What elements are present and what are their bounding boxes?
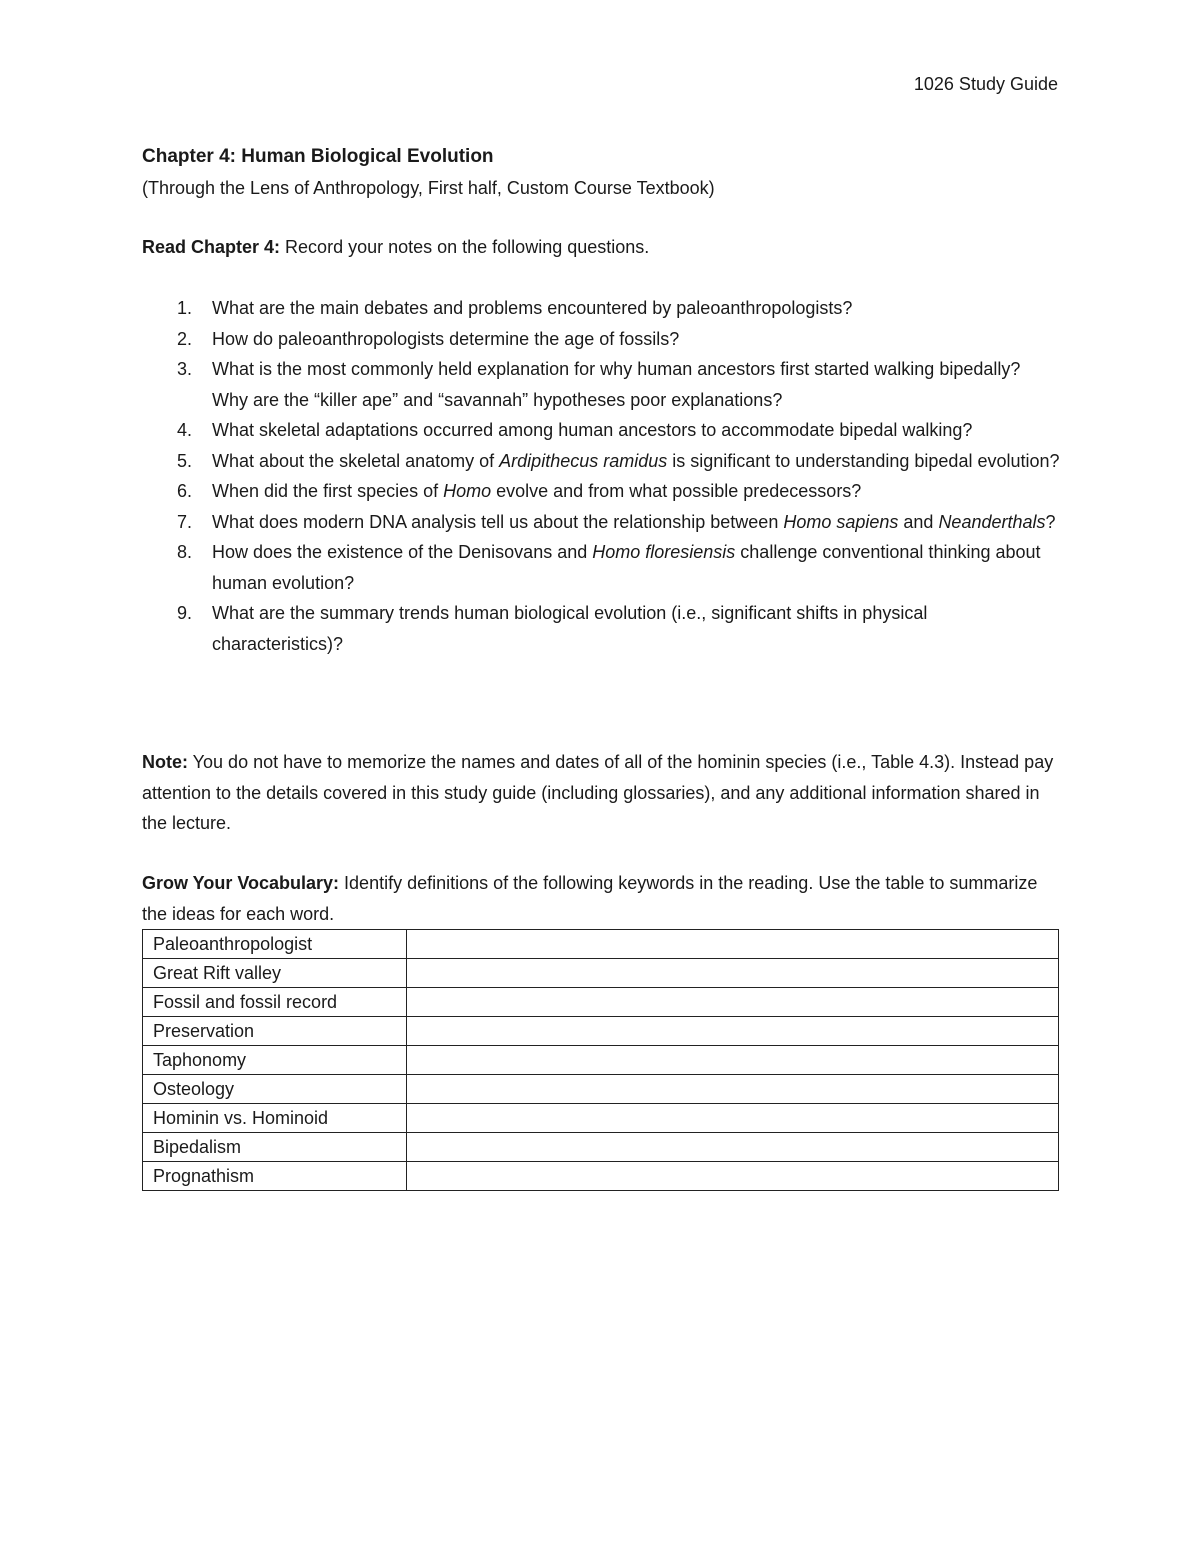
question-number: 6.: [177, 481, 193, 501]
chapter-subtitle: (Through the Lens of Anthropology, First half, Custom Course Textbook): [142, 177, 715, 198]
vocab-row: [143, 1104, 1059, 1133]
question-text: ?: [1045, 511, 1056, 532]
page-header: 1026 Study Guide: [913, 74, 1058, 94]
vocab-row: [143, 930, 1059, 959]
question-text: How does the existence of the Denisovans and: [212, 542, 593, 562]
question-number: 3.: [177, 359, 193, 379]
vocab-row: [143, 1017, 1059, 1046]
vocab-label: Grow Your Vocabulary:: [142, 873, 340, 893]
question-italic-text: Homo sapiens: [783, 511, 899, 532]
question-text: What are the main debates and problems encountered by paleoanthropologists?: [212, 298, 853, 318]
question-text: is significant to understanding bipedal evolution?: [667, 450, 1060, 471]
question-text: evolve and from what possible predecessors?: [491, 481, 862, 501]
note-text: You do not have to memorize the names and dates of all of the hominin species (i.e., Table 4.3). Instead pay attention to the details covered in this study guide (including glossaries), and any additional information shared in the lecture.: [142, 752, 1054, 833]
question-number: 4.: [177, 420, 193, 440]
question-item: [177, 293, 1060, 324]
vocab-term: Prognathism: [143, 1162, 407, 1191]
question-text: What does modern DNA analysis tell us about the relationship between: [212, 511, 784, 532]
vocab-row: [143, 1046, 1059, 1075]
read-label: Read Chapter 4:: [142, 237, 281, 257]
read-text: Record your notes on the following questions.: [280, 237, 650, 257]
vocab-table: [142, 929, 1059, 1191]
question-italic-text: Ardipithecus ramidus: [499, 450, 668, 471]
vocab-definition-cell[interactable]: [407, 988, 1059, 1017]
vocab-row: [143, 1162, 1059, 1191]
vocab-term: Hominin vs. Hominoid: [143, 1104, 407, 1133]
question-number: 2.: [177, 328, 193, 349]
chapter-title: Chapter 4: Human Biological Evolution: [142, 146, 494, 167]
question-text: challenge conventional thinking about human evolution?: [212, 542, 1041, 593]
question-item: [177, 537, 1060, 598]
vocab-term: Great Rift valley: [143, 959, 407, 988]
read-instruction: [142, 232, 1060, 263]
question-number: 8.: [177, 542, 193, 562]
question-italic-text: Homo: [443, 481, 492, 501]
vocab-instruction: [142, 868, 1060, 929]
question-number: 1.: [177, 298, 193, 318]
chapter-heading: [142, 142, 1060, 203]
question-text: When did the first species of: [212, 481, 444, 501]
note-paragraph: [142, 747, 1060, 839]
question-item: [177, 354, 1060, 415]
question-text: What skeletal adaptations occurred among human ancestors to accommodate bipedal walking?: [212, 420, 973, 440]
vocab-definition-cell[interactable]: [407, 959, 1059, 988]
question-italic-text: Homo floresiensis: [592, 542, 736, 562]
question-text: What are the summary trends human biological evolution (i.e., significant shifts in physical characteristics)?: [212, 603, 928, 654]
question-list: [142, 293, 1060, 659]
question-text: What is the most commonly held explanation for why human ancestors first started walking bipedally? Why are the “killer ape” and “savannah” hypotheses poor explanations?: [212, 359, 1021, 410]
question-text: and: [898, 511, 939, 532]
question-item: [177, 324, 1060, 355]
question-text: How do paleoanthropologists determine the age of fossils?: [212, 328, 680, 349]
question-text: What about the skeletal anatomy of: [212, 450, 500, 471]
question-item: [177, 507, 1060, 538]
question-item: [177, 476, 1060, 507]
question-italic-text: Neanderthals: [938, 511, 1046, 532]
vocab-definition-cell[interactable]: [407, 1017, 1059, 1046]
vocab-text: Identify definitions of the following keywords in the reading. Use the table to summarize the ideas for each word.: [142, 873, 1038, 924]
vocab-term: Taphonomy: [143, 1046, 407, 1075]
vocab-row: [143, 988, 1059, 1017]
vocab-row: [143, 1075, 1059, 1104]
vocab-definition-cell[interactable]: [407, 1133, 1059, 1162]
vocab-definition-cell[interactable]: [407, 930, 1059, 959]
question-number: 9.: [177, 603, 193, 623]
vocab-term: Paleoanthropologist: [143, 930, 407, 959]
vocab-definition-cell[interactable]: [407, 1162, 1059, 1191]
vocab-definition-cell[interactable]: [407, 1075, 1059, 1104]
vocab-term: Bipedalism: [143, 1133, 407, 1162]
vocab-row: [143, 1133, 1059, 1162]
question-number: 5.: [177, 450, 193, 471]
question-item: [177, 598, 1060, 659]
vocab-definition-cell[interactable]: [407, 1046, 1059, 1075]
note-label: Note:: [142, 752, 188, 772]
question-number: 7.: [177, 511, 193, 532]
vocab-term: Preservation: [143, 1017, 407, 1046]
vocab-term: Fossil and fossil record: [143, 988, 407, 1017]
question-item: [177, 446, 1060, 477]
vocab-term: Osteology: [143, 1075, 407, 1104]
vocab-row: [143, 959, 1059, 988]
question-item: [177, 415, 1060, 446]
vocab-definition-cell[interactable]: [407, 1104, 1059, 1133]
